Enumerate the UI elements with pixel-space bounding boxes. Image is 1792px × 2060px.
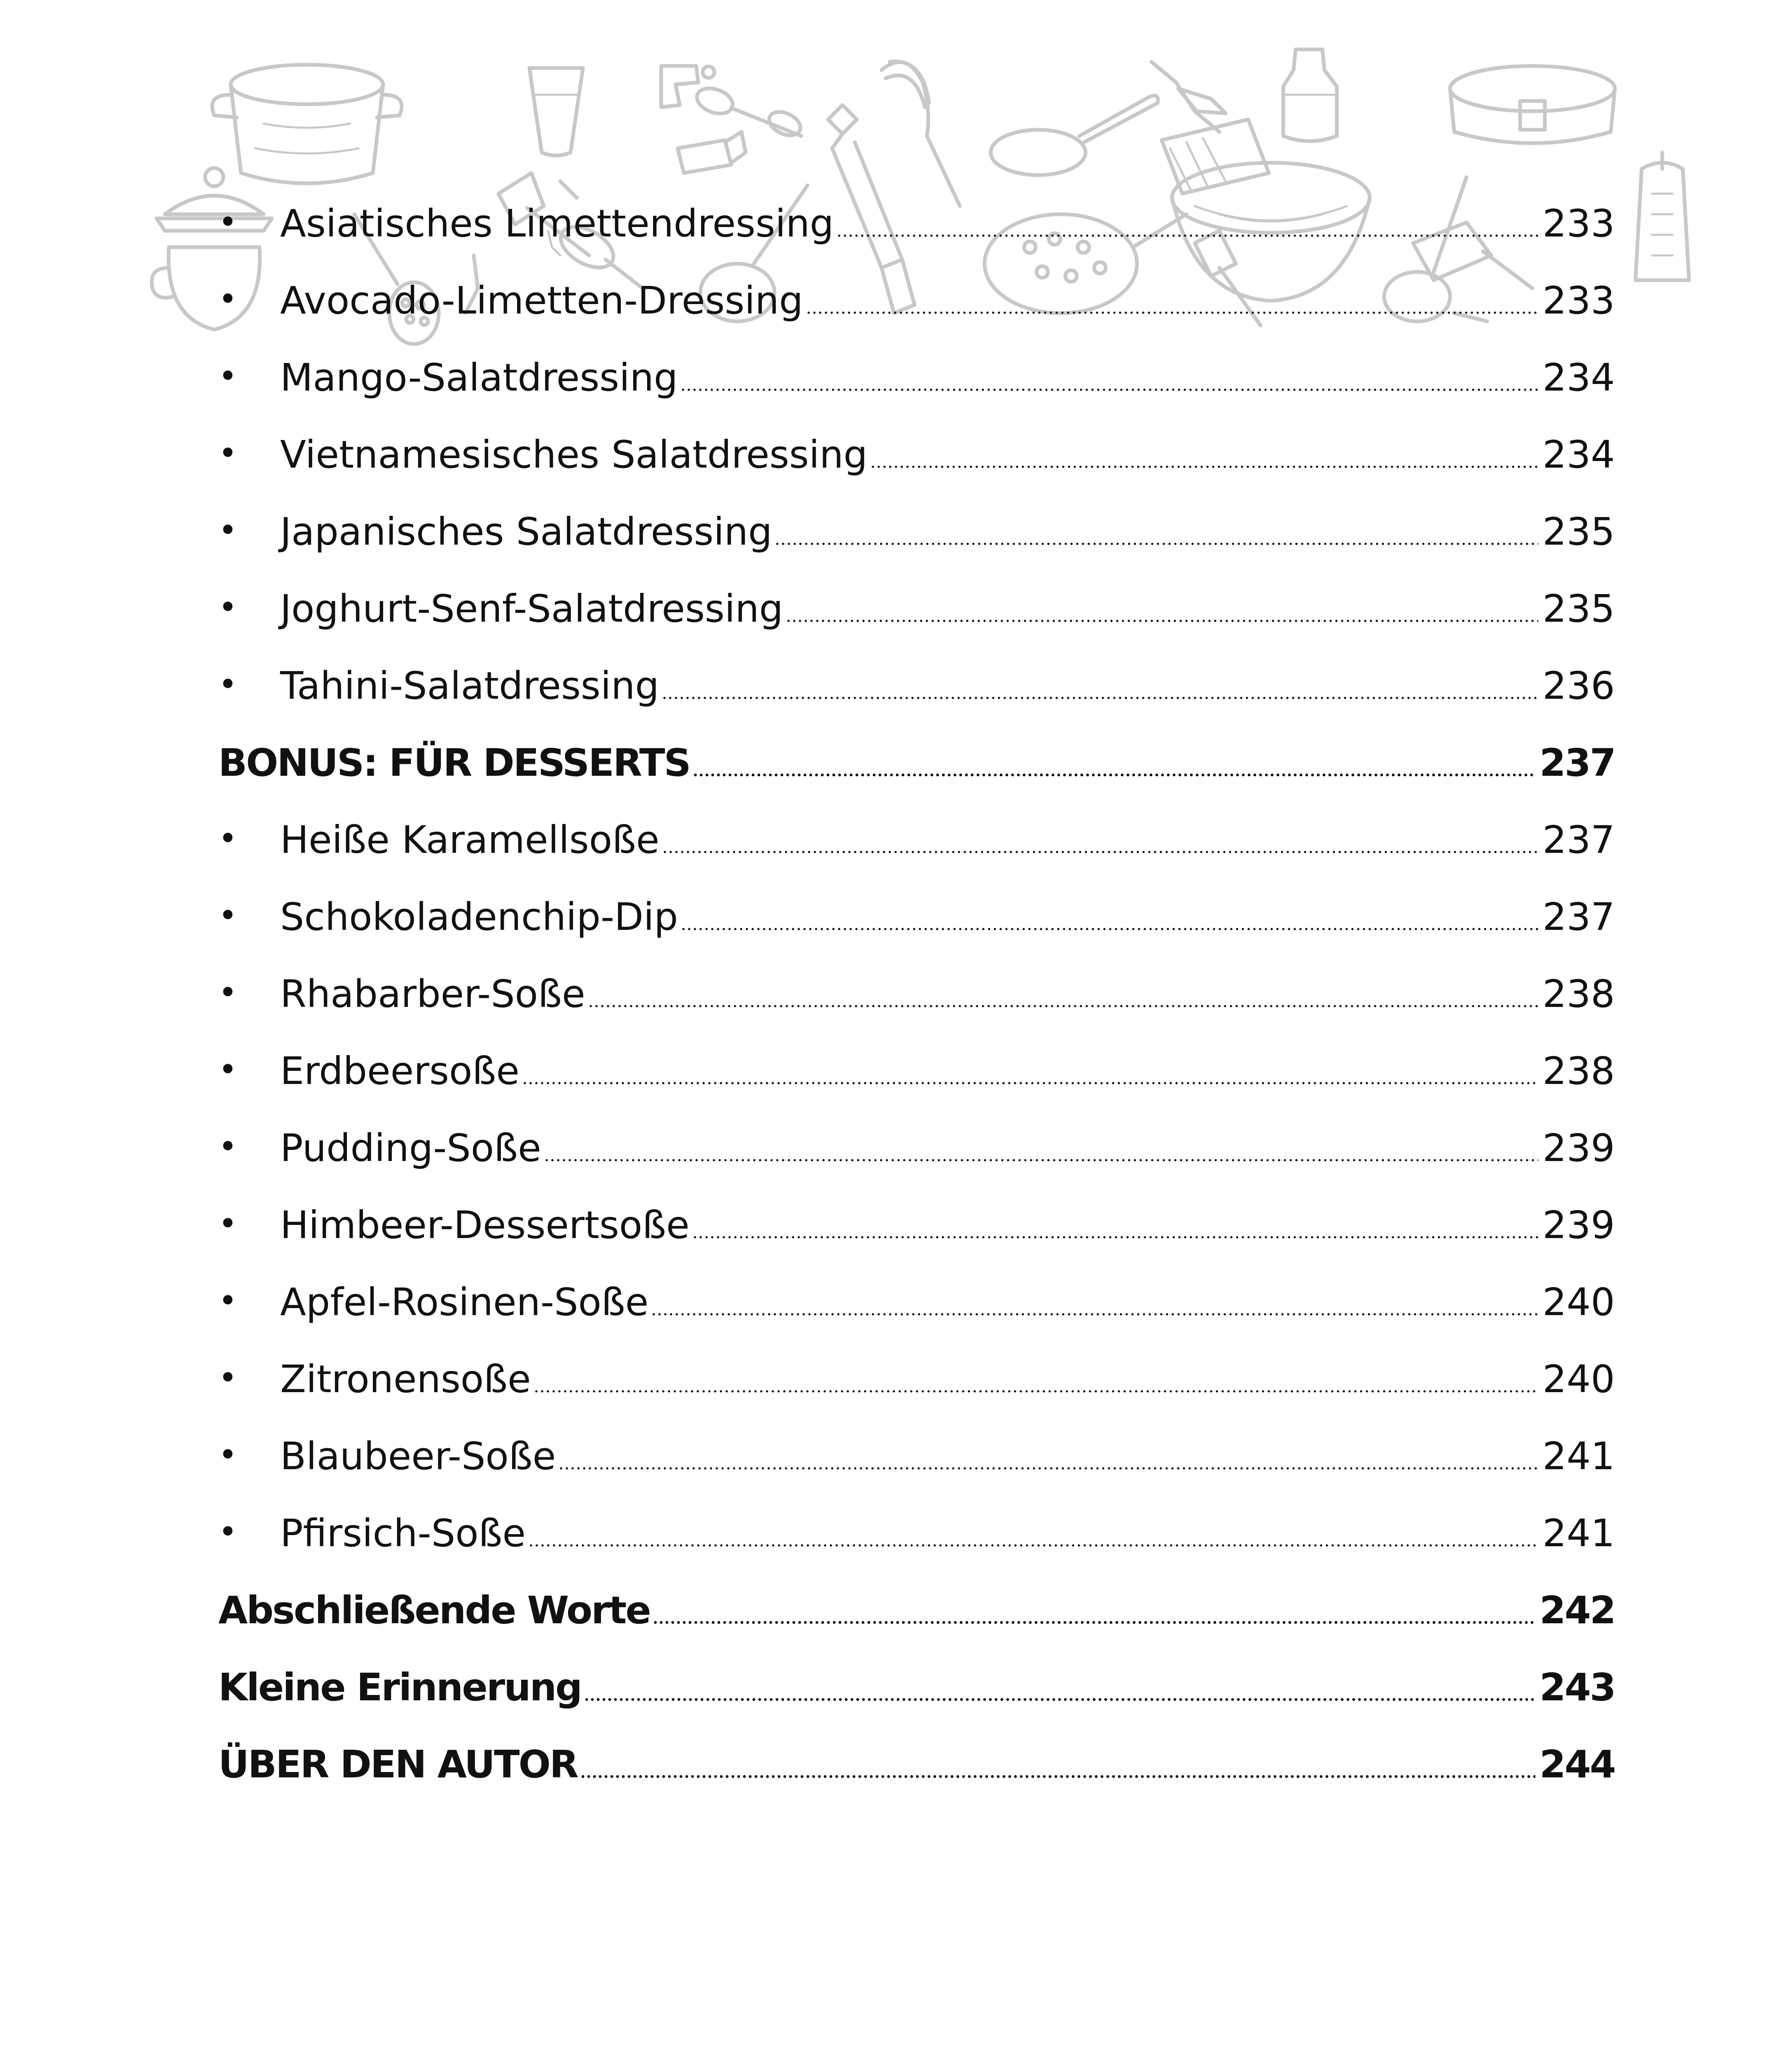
toc-page-number: 234: [1542, 356, 1615, 400]
toc-entry[interactable]: [218, 859, 1615, 939]
toc-bullet: •: [218, 897, 238, 934]
bottle-icon: [1283, 49, 1337, 141]
toc-bullet: •: [218, 1283, 238, 1320]
toc-page-number: 236: [1542, 664, 1615, 708]
toc-page-number: 238: [1542, 972, 1615, 1016]
toc-entry-title: Japanisches Salatdressing: [280, 510, 772, 554]
toc-bullet: •: [218, 1206, 238, 1243]
toc-entry[interactable]: [218, 1398, 1615, 1478]
dot-leader: [662, 696, 1538, 700]
toc-page-number: 234: [1542, 433, 1615, 477]
dot-leader: [584, 1698, 1535, 1701]
dot-leader: [806, 311, 1539, 314]
dot-leader: [681, 927, 1538, 931]
toc-page-number: 244: [1539, 1742, 1615, 1786]
toc-entry-title: Kleine Erinnerung: [218, 1665, 582, 1709]
toc-entry-title: Avocado-Limetten-Dressing: [280, 279, 803, 323]
toc-page-number: 235: [1542, 587, 1615, 631]
toc-entry-title: BONUS: FÜR DESSERTS: [218, 741, 690, 785]
dot-leader: [662, 850, 1539, 854]
toc-bullet: •: [218, 666, 238, 703]
toc-bullet: •: [218, 1437, 238, 1474]
dot-leader: [528, 1544, 1538, 1547]
toc-entry-title: Pudding-Soße: [280, 1126, 541, 1170]
grater-icon: [1635, 152, 1689, 280]
toc-entry-title: Rhabarber-Soße: [280, 972, 585, 1016]
dot-leader: [774, 542, 1538, 545]
toc-entry[interactable]: [218, 1167, 1615, 1247]
toc-page-number: 240: [1542, 1280, 1615, 1324]
toc-entry[interactable]: [218, 320, 1615, 400]
toc-page-number: 235: [1542, 510, 1615, 554]
toc-page-number: 237: [1542, 895, 1615, 939]
dot-leader: [588, 1004, 1539, 1008]
toc-entry-title: Tahini-Salatdressing: [280, 664, 659, 708]
toc-page-number: 242: [1539, 1588, 1615, 1632]
toc-entry-title: Apfel-Rosinen-Soße: [280, 1280, 649, 1324]
toc-bullet: •: [218, 1128, 238, 1166]
toc-entry[interactable]: [218, 1244, 1615, 1324]
toc-entry[interactable]: [218, 1321, 1615, 1401]
toc-entry-title: Joghurt-Senf-Salatdressing: [280, 587, 784, 631]
toc-page-number: 237: [1539, 741, 1615, 785]
toc-entry-title: Mango-Salatdressing: [280, 356, 678, 400]
dot-leader: [692, 773, 1535, 777]
table-of-contents: [218, 166, 1615, 1784]
toc-page-number: 239: [1542, 1203, 1615, 1247]
cake-pan-icon: [1450, 66, 1615, 143]
toc-page-number: 233: [1542, 279, 1615, 323]
toc-entry-title: Zitronensoße: [280, 1357, 531, 1401]
toc-entry[interactable]: [218, 782, 1615, 862]
toc-entry[interactable]: [218, 397, 1615, 477]
toc-bullet: •: [218, 820, 238, 857]
dot-leader: [558, 1467, 1538, 1470]
dot-leader: [692, 1236, 1539, 1239]
toc-entry[interactable]: [218, 551, 1615, 631]
toc-bullet: •: [218, 1360, 238, 1397]
toc-entry-title: Erdbeersoße: [280, 1049, 519, 1093]
toc-entry-title: Schokoladenchip-Dip: [280, 895, 678, 939]
toc-chapter-entry[interactable]: [218, 1629, 1615, 1707]
toc-bullet: •: [218, 974, 238, 1011]
toc-entry-title: Himbeer-Dessertsoße: [280, 1203, 690, 1247]
dot-leader: [680, 388, 1538, 391]
toc-entry[interactable]: [218, 1475, 1615, 1555]
dot-leader: [533, 1390, 1539, 1393]
spoon-icon: [693, 84, 804, 140]
toc-page-number: 240: [1542, 1357, 1615, 1401]
glass-icon: [529, 68, 583, 156]
toc-page-number: 238: [1542, 1049, 1615, 1093]
toc-entry-title: Vietnamesisches Salatdressing: [280, 433, 868, 477]
frying-pan-icon: [991, 96, 1158, 175]
toc-page-number: 243: [1539, 1665, 1615, 1709]
toc-entry[interactable]: [218, 474, 1615, 554]
toc-page-number: 237: [1542, 818, 1615, 862]
dot-leader: [836, 234, 1538, 237]
toc-entry-title: Abschließende Worte: [218, 1588, 650, 1632]
toc-entry-title: Heiße Karamellsoße: [280, 818, 660, 862]
toc-entry[interactable]: [218, 166, 1615, 246]
toc-page-number: 239: [1542, 1126, 1615, 1170]
toc-bullet: •: [218, 281, 238, 318]
toc-entry[interactable]: [218, 1090, 1615, 1170]
toc-bullet: •: [218, 1051, 238, 1089]
dot-leader: [544, 1159, 1539, 1162]
toc-chapter-entry[interactable]: [218, 1707, 1615, 1784]
dot-leader: [522, 1082, 1538, 1085]
toc-entry[interactable]: [218, 936, 1615, 1016]
toc-bullet: •: [218, 512, 238, 549]
toc-page-number: 241: [1542, 1511, 1615, 1555]
toc-entry[interactable]: [218, 1013, 1615, 1093]
toc-bullet: •: [218, 204, 238, 241]
toc-bullet: •: [218, 358, 238, 395]
toc-entry-title: Asiatisches Limettendressing: [280, 201, 834, 246]
toc-entry-title: ÜBER DEN AUTOR: [218, 1742, 578, 1786]
toc-page-number: 233: [1542, 201, 1615, 246]
toc-entry[interactable]: [218, 628, 1615, 708]
toc-bullet: •: [218, 435, 238, 472]
dot-leader: [653, 1621, 1535, 1624]
knife-icon: [1151, 62, 1226, 132]
toc-bullet: •: [218, 1514, 238, 1551]
toc-page-number: 241: [1542, 1434, 1615, 1478]
toc-chapter-entry[interactable]: [218, 1552, 1615, 1632]
dot-leader: [870, 465, 1539, 468]
toc-entry[interactable]: [218, 243, 1615, 323]
dot-leader: [786, 619, 1538, 623]
dot-leader: [580, 1775, 1535, 1778]
toc-chapter-entry[interactable]: [218, 705, 1615, 785]
toc-bullet: •: [218, 589, 238, 626]
dot-leader: [651, 1313, 1538, 1316]
salt-shaker-icon: [661, 66, 714, 107]
toc-entry-title: Blaubeer-Soße: [280, 1434, 556, 1478]
toc-entry-title: Pfirsich-Soße: [280, 1511, 526, 1555]
